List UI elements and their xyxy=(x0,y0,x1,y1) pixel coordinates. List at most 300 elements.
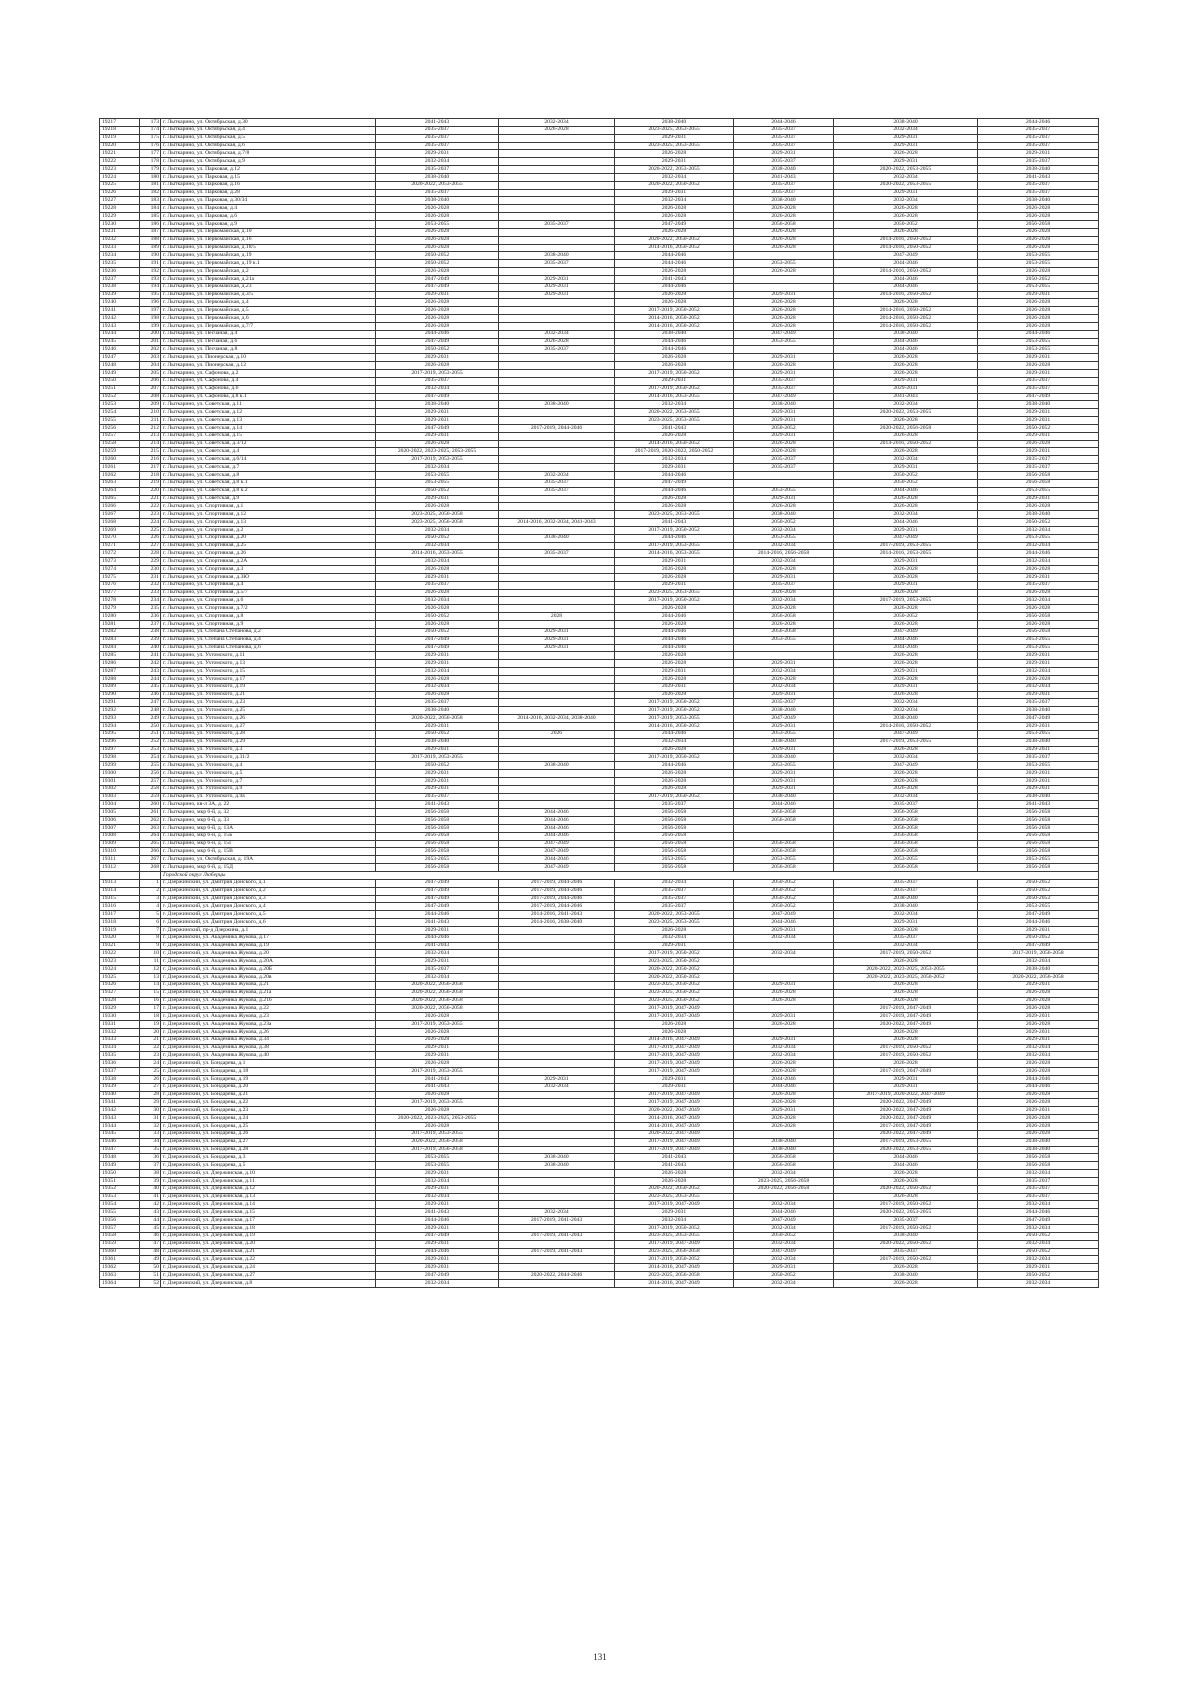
row-id: 19267 xyxy=(100,511,140,519)
row-number: 212 xyxy=(140,424,161,432)
schedule-col-6: 2053-2055 xyxy=(978,762,1099,770)
row-id: 19244 xyxy=(100,330,140,338)
schedule-col-4: 2029-2031 xyxy=(734,1013,834,1021)
row-number: 201 xyxy=(140,338,161,346)
table-row xyxy=(100,173,1099,181)
table-row xyxy=(100,213,1099,221)
schedule-col-2 xyxy=(499,934,615,942)
table-row xyxy=(100,299,1099,307)
schedule-col-5: 2029-2031 xyxy=(834,1075,978,1083)
schedule-col-1: 2017-2019, 2053-2055 xyxy=(376,1068,499,1076)
address: г. Лыткарино, ул. Ухтомского, д.5 xyxy=(161,770,376,778)
row-number: 227 xyxy=(140,542,161,550)
row-number: 32 xyxy=(140,1123,161,1131)
row-number: 196 xyxy=(140,299,161,307)
schedule-col-4: 2029-2031 xyxy=(734,432,834,440)
schedule-col-6: 2026-2028 xyxy=(978,989,1099,997)
row-number: 185 xyxy=(140,213,161,221)
schedule-col-3: 2023-2025, 2050-2052 xyxy=(615,997,734,1005)
schedule-col-5: 2026-2028 xyxy=(834,362,978,370)
schedule-col-2 xyxy=(499,150,615,158)
schedule-col-6: 2035-2037 xyxy=(978,456,1099,464)
schedule-col-5: 2026-2028 xyxy=(834,1170,978,1178)
schedule-col-2 xyxy=(499,675,615,683)
row-id: 19259 xyxy=(100,448,140,456)
schedule-col-4: 2014-2016, 2056-2058 xyxy=(734,550,834,558)
row-number: 261 xyxy=(140,809,161,817)
schedule-col-2 xyxy=(499,973,615,981)
schedule-col-3: 2032-2034 xyxy=(615,456,734,464)
section-header-empty-cell xyxy=(140,872,161,880)
schedule-col-4: 2026-2028 xyxy=(734,605,834,613)
schedule-col-3: 2017-2019, 2047-2049 xyxy=(615,1052,734,1060)
schedule-col-4: 2029-2031 xyxy=(734,926,834,934)
table-row xyxy=(100,1177,1099,1185)
row-number: 34 xyxy=(140,1138,161,1146)
table-row xyxy=(100,1044,1099,1052)
schedule-col-2 xyxy=(499,448,615,456)
schedule-col-2 xyxy=(499,197,615,205)
schedule-col-3: 2044-2046 xyxy=(615,613,734,621)
address: г. Дзержинский, ул. Дзержинская, д.20 xyxy=(161,1240,376,1248)
schedule-col-1: 2047-2049 xyxy=(376,644,499,652)
schedule-col-3: 2026-2028 xyxy=(615,675,734,683)
schedule-col-1: 2053-2055 xyxy=(376,479,499,487)
schedule-col-1: 2047-2049 xyxy=(376,283,499,291)
schedule-col-3: 2023-2025, 2056-2058 xyxy=(615,1248,734,1256)
schedule-col-2 xyxy=(499,1044,615,1052)
schedule-col-1: 2050-2052 xyxy=(376,346,499,354)
row-number: 239 xyxy=(140,636,161,644)
address: г. Дзержинский, ул. Дзержинская, д.13 xyxy=(161,1193,376,1201)
schedule-col-3: 2026-2028 xyxy=(615,770,734,778)
schedule-col-2: 2038-2040 xyxy=(499,762,615,770)
address: г. Дзержинский, пр-д Дзержина, д.1 xyxy=(161,926,376,934)
schedule-col-2 xyxy=(499,495,615,503)
schedule-col-5: 2026-2028 xyxy=(834,432,978,440)
schedule-col-4: 2047-2049 xyxy=(734,330,834,338)
address: г. Дзержинский, ул. Академика Жукова, д.19 xyxy=(161,942,376,950)
schedule-col-2: 2029-2031 xyxy=(499,275,615,283)
row-number: 19 xyxy=(140,1021,161,1029)
table-row xyxy=(100,275,1099,283)
schedule-col-6: 2029-2031 xyxy=(978,652,1099,660)
schedule-col-6: 2056-2058 xyxy=(978,864,1099,872)
table-row xyxy=(100,848,1099,856)
schedule-col-6: 2032-2034 xyxy=(978,1044,1099,1052)
schedule-col-6: 2056-2058 xyxy=(978,628,1099,636)
address: г. Лыткарино, ул. Парковая, д.30/34 xyxy=(161,197,376,205)
row-number: 263 xyxy=(140,824,161,832)
schedule-col-3: 2023-2025, 2053-2055 xyxy=(615,1193,734,1201)
table-row xyxy=(100,809,1099,817)
table-row xyxy=(100,762,1099,770)
schedule-col-4: 2035-2037 xyxy=(734,581,834,589)
table-row xyxy=(100,597,1099,605)
schedule-col-3: 2026-2028 xyxy=(615,926,734,934)
table-row xyxy=(100,511,1099,519)
address: г. Лыткарино, мкр 6-й, д. 32 xyxy=(161,809,376,817)
schedule-col-4: 2026-2028 xyxy=(734,503,834,511)
row-number: 246 xyxy=(140,691,161,699)
schedule-col-1: 2026-2028 xyxy=(376,205,499,213)
schedule-col-6: 2038-2040 xyxy=(978,401,1099,409)
schedule-col-2 xyxy=(499,1115,615,1123)
table-row xyxy=(100,613,1099,621)
schedule-col-6: 2056-2058 xyxy=(978,832,1099,840)
row-id: 19313 xyxy=(100,879,140,887)
row-number: 52 xyxy=(140,1279,161,1287)
schedule-col-2: 2038-2040 xyxy=(499,1162,615,1170)
table-row xyxy=(100,409,1099,417)
row-id: 19258 xyxy=(100,440,140,448)
row-number: 8 xyxy=(140,934,161,942)
row-id: 19305 xyxy=(100,809,140,817)
table-row xyxy=(100,268,1099,276)
table-row xyxy=(100,119,1099,127)
address: г. Лыткарино, ул. Ухтомского, д.15 xyxy=(161,668,376,676)
schedule-col-6: 2047-2049 xyxy=(978,715,1099,723)
schedule-col-6: 2050-2052 xyxy=(978,879,1099,887)
schedule-col-1: 2035-2037 xyxy=(376,126,499,134)
schedule-col-2: 2026-2028 xyxy=(499,338,615,346)
schedule-col-5: 2029-2031 xyxy=(834,142,978,150)
row-id: 19334 xyxy=(100,1044,140,1052)
schedule-col-4 xyxy=(734,973,834,981)
schedule-col-2 xyxy=(499,189,615,197)
address: г. Лыткарино, мкр 6-й, д. 15Д xyxy=(161,864,376,872)
schedule-col-1: 2017-2019, 2053-2055 xyxy=(376,1130,499,1138)
row-id: 19310 xyxy=(100,848,140,856)
row-id: 19219 xyxy=(100,134,140,142)
row-number: 179 xyxy=(140,166,161,174)
schedule-col-4: 2053-2055 xyxy=(734,534,834,542)
schedule-col-4: 2035-2037 xyxy=(734,126,834,134)
schedule-col-3: 2023-2025, 2053-2055 xyxy=(615,126,734,134)
schedule-col-4: 2035-2037 xyxy=(734,699,834,707)
row-id: 19303 xyxy=(100,793,140,801)
schedule-col-1: 2032-2034 xyxy=(376,1177,499,1185)
table-row xyxy=(100,1107,1099,1115)
schedule-col-1: 2020-2022, 2023-2025, 2053-2055 xyxy=(376,1115,499,1123)
schedule-col-4: 2050-2052 xyxy=(734,1232,834,1240)
schedule-col-4 xyxy=(734,1193,834,1201)
table-row xyxy=(100,950,1099,958)
row-number: 12 xyxy=(140,966,161,974)
row-number: 39 xyxy=(140,1177,161,1185)
schedule-col-1: 2026-2028 xyxy=(376,691,499,699)
schedule-col-5: 2020-2022, 2047-2049 xyxy=(834,1021,978,1029)
schedule-col-2 xyxy=(499,683,615,691)
schedule-col-1: 2044-2046 xyxy=(376,1217,499,1225)
schedule-col-5: 2017-2019, 2053-2055 xyxy=(834,597,978,605)
schedule-col-5: 2026-2028 xyxy=(834,1060,978,1068)
schedule-col-2 xyxy=(499,307,615,315)
address: г. Лыткарино, мкр 6-й, д. 15Б xyxy=(161,832,376,840)
schedule-col-6: 2026-2028 xyxy=(978,1021,1099,1029)
schedule-col-1: 2056-2058 xyxy=(376,848,499,856)
schedule-col-3: 2029-2031 xyxy=(615,1209,734,1217)
address: г. Дзержинский, ул. Академика Жукова, д.21а xyxy=(161,989,376,997)
address: г. Лыткарино, ул. Ухтомского, д.27 xyxy=(161,722,376,730)
table-row xyxy=(100,722,1099,730)
row-id: 19331 xyxy=(100,1021,140,1029)
schedule-col-4: 2038-2040 xyxy=(734,1138,834,1146)
schedule-col-1: 2029-2031 xyxy=(376,1256,499,1264)
schedule-col-4: 2050-2052 xyxy=(734,1272,834,1280)
address: г. Лыткарино, ул. Спортивная, д.8 xyxy=(161,613,376,621)
row-number: 188 xyxy=(140,236,161,244)
schedule-col-6: 2026-2028 xyxy=(978,244,1099,252)
table-row xyxy=(100,471,1099,479)
row-number: 180 xyxy=(140,173,161,181)
schedule-col-4: 2038-2040 xyxy=(734,738,834,746)
schedule-col-3: 2026-2028 xyxy=(615,205,734,213)
schedule-col-6: 2044-2046 xyxy=(978,1209,1099,1217)
address: г. Лыткарино, ул. Спортивная, д.26 xyxy=(161,550,376,558)
schedule-col-2 xyxy=(499,173,615,181)
row-id: 19354 xyxy=(100,1201,140,1209)
schedule-col-6: 2026-2028 xyxy=(978,503,1099,511)
schedule-col-1: 2032-2034 xyxy=(376,464,499,472)
row-number: 248 xyxy=(140,707,161,715)
schedule-col-2: 2029-2031 xyxy=(499,628,615,636)
schedule-col-4: 2056-2058 xyxy=(734,848,834,856)
table-row xyxy=(100,636,1099,644)
schedule-col-3: 2020-2022, 2053-2055 xyxy=(615,911,734,919)
schedule-col-1: 2056-2058 xyxy=(376,809,499,817)
table-row xyxy=(100,730,1099,738)
address: г. Лыткарино, ул. Первомайская, д.18/5 xyxy=(161,244,376,252)
schedule-col-6: 2026-2028 xyxy=(978,1060,1099,1068)
address: г. Лыткарино, ул. Октябрьская, д.5 xyxy=(161,134,376,142)
schedule-col-2: 2032-2034 xyxy=(499,330,615,338)
address: г. Дзержинский, ул. Дмитрия Донского, д.4 xyxy=(161,903,376,911)
schedule-col-4: 2044-2046 xyxy=(734,119,834,127)
schedule-col-6: 2035-2037 xyxy=(978,699,1099,707)
schedule-col-3: 2017-2019, 2050-2052 xyxy=(615,699,734,707)
address: г. Лыткарино, ул. Ухтомского, д.28 xyxy=(161,730,376,738)
row-id: 19322 xyxy=(100,950,140,958)
schedule-col-6: 2056-2058 xyxy=(978,1154,1099,1162)
schedule-col-5: 2026-2028 xyxy=(834,573,978,581)
schedule-col-2 xyxy=(499,1138,615,1146)
schedule-col-5: 2017-2019, 2053-2055 xyxy=(834,1138,978,1146)
address: г. Лыткарино, ул. Спортивная, д.7/2 xyxy=(161,605,376,613)
schedule-col-6: 2032-2034 xyxy=(978,526,1099,534)
table-row xyxy=(100,1154,1099,1162)
schedule-col-6: 2035-2037 xyxy=(978,1185,1099,1193)
address: г. Лыткарино, ул. Парковая, д.6 xyxy=(161,213,376,221)
table-row xyxy=(100,966,1099,974)
row-id: 19242 xyxy=(100,315,140,323)
schedule-col-1: 2053-2055 xyxy=(376,471,499,479)
row-id: 19302 xyxy=(100,785,140,793)
schedule-col-6: 2032-2034 xyxy=(978,683,1099,691)
address: г. Лыткарино, ул. Ухтомского, д.21 xyxy=(161,691,376,699)
table-row xyxy=(100,260,1099,268)
row-number: 208 xyxy=(140,393,161,401)
table-row xyxy=(100,283,1099,291)
schedule-col-5: 2014-2016, 2050-2052 xyxy=(834,440,978,448)
row-number: 190 xyxy=(140,252,161,260)
row-id: 19349 xyxy=(100,1162,140,1170)
schedule-col-2 xyxy=(499,134,615,142)
schedule-col-5: 2047-2049 xyxy=(834,730,978,738)
schedule-col-1: 2032-2034 xyxy=(376,542,499,550)
schedule-col-1: 2026-2028 xyxy=(376,621,499,629)
schedule-col-4: 2029-2031 xyxy=(734,409,834,417)
schedule-col-6: 2026-2028 xyxy=(978,213,1099,221)
address: г. Лыткарино, ул. Октябрьская, д.4 xyxy=(161,126,376,134)
schedule-col-2 xyxy=(499,542,615,550)
address: г. Лыткарино, ул. Спортивная, д.20 xyxy=(161,534,376,542)
schedule-col-6: 2035-2037 xyxy=(978,134,1099,142)
row-id: 19351 xyxy=(100,1177,140,1185)
row-id: 19353 xyxy=(100,1193,140,1201)
schedule-col-1: 2050-2052 xyxy=(376,613,499,621)
schedule-col-1: 2026-2028 xyxy=(376,322,499,330)
row-id: 19328 xyxy=(100,997,140,1005)
schedule-col-4: 2029-2031 xyxy=(734,1264,834,1272)
schedule-col-6: 2044-2046 xyxy=(978,119,1099,127)
address: г. Дзержинский, ул. Дмитрия Донского, д.1 xyxy=(161,879,376,887)
address: г. Лыткарино, ул. Ухтомского, д.31/2 xyxy=(161,754,376,762)
schedule-col-6: 2026-2028 xyxy=(978,1130,1099,1138)
row-id: 19308 xyxy=(100,832,140,840)
row-number: 210 xyxy=(140,409,161,417)
table-row xyxy=(100,487,1099,495)
schedule-col-4: 2035-2037 xyxy=(734,189,834,197)
row-number: 253 xyxy=(140,746,161,754)
table-row xyxy=(100,942,1099,950)
schedule-col-2: 2028 xyxy=(499,613,615,621)
row-number: 48 xyxy=(140,1248,161,1256)
schedule-col-6: 2056-2058 xyxy=(978,817,1099,825)
schedule-col-2: 2017-2019, 2044-2046 xyxy=(499,424,615,432)
schedule-col-4: 2038-2040 xyxy=(734,401,834,409)
schedule-col-6: 2029-2031 xyxy=(978,150,1099,158)
address: г. Лыткарино, ул. Советская, д.4 xyxy=(161,448,376,456)
address: г. Дзержинский, ул. Дзержинская, д.11 xyxy=(161,1177,376,1185)
schedule-col-3: 2044-2046 xyxy=(615,762,734,770)
schedule-col-4: 2032-2034 xyxy=(734,597,834,605)
schedule-col-1: 2032-2034 xyxy=(376,558,499,566)
schedule-sheet xyxy=(99,118,1098,1288)
row-id: 19233 xyxy=(100,244,140,252)
schedule-col-1: 2026-2028 xyxy=(376,440,499,448)
row-number: 197 xyxy=(140,307,161,315)
row-number: 173 xyxy=(140,119,161,127)
schedule-col-1: 2029-2031 xyxy=(376,150,499,158)
schedule-col-2 xyxy=(499,738,615,746)
row-id: 19352 xyxy=(100,1185,140,1193)
address: г. Лыткарино, ул. Парковая, д.15 xyxy=(161,173,376,181)
schedule-col-4 xyxy=(734,966,834,974)
row-number: 230 xyxy=(140,566,161,574)
address: г. Лыткарино, ул. Сафонова, д.8 к.1 xyxy=(161,393,376,401)
schedule-col-2 xyxy=(499,581,615,589)
schedule-col-4: 2020-2022, 2056-2058 xyxy=(734,1185,834,1193)
schedule-col-4: 2026-2028 xyxy=(734,1123,834,1131)
schedule-col-5: 2029-2031 xyxy=(834,464,978,472)
schedule-col-1: 2029-2031 xyxy=(376,958,499,966)
row-id: 19266 xyxy=(100,503,140,511)
table-row xyxy=(100,801,1099,809)
schedule-col-6: 2026-2028 xyxy=(978,1091,1099,1099)
schedule-col-2 xyxy=(499,354,615,362)
row-number: 31 xyxy=(140,1115,161,1123)
schedule-col-3: 2026-2028 xyxy=(615,1177,734,1185)
address: г. Лыткарино, ул. Степана Степанова, д.6 xyxy=(161,644,376,652)
schedule-col-5: 2035-2037 xyxy=(834,801,978,809)
schedule-col-6: 2050-2052 xyxy=(978,895,1099,903)
table-row xyxy=(100,456,1099,464)
schedule-col-2 xyxy=(499,605,615,613)
table-row xyxy=(100,393,1099,401)
row-number: 207 xyxy=(140,385,161,393)
schedule-col-5: 2032-2034 xyxy=(834,911,978,919)
schedule-col-2 xyxy=(499,1193,615,1201)
row-number: 206 xyxy=(140,377,161,385)
schedule-col-5: 2029-2031 xyxy=(834,919,978,927)
schedule-col-5: 2047-2049 xyxy=(834,534,978,542)
schedule-col-2 xyxy=(499,432,615,440)
schedule-col-6: 2038-2040 xyxy=(978,707,1099,715)
schedule-col-6: 2029-2031 xyxy=(978,981,1099,989)
row-number: 268 xyxy=(140,864,161,872)
schedule-col-6: 2026-2028 xyxy=(978,205,1099,213)
table-row xyxy=(100,926,1099,934)
row-id: 19277 xyxy=(100,589,140,597)
schedule-col-5: 2026-2028 xyxy=(834,150,978,158)
row-id: 19363 xyxy=(100,1272,140,1280)
schedule-col-4: 2026-2028 xyxy=(734,307,834,315)
schedule-col-3: 2026-2028 xyxy=(615,1021,734,1029)
table-row xyxy=(100,973,1099,981)
schedule-col-3: 2020-2022, 2050-2052 xyxy=(615,973,734,981)
schedule-col-1: 2026-2028 xyxy=(376,503,499,511)
schedule-col-4: 2026-2028 xyxy=(734,440,834,448)
schedule-col-3: 2056-2058 xyxy=(615,809,734,817)
row-id: 19294 xyxy=(100,722,140,730)
table-row xyxy=(100,895,1099,903)
schedule-col-5: 2026-2028 xyxy=(834,746,978,754)
schedule-col-4: 2026-2028 xyxy=(734,1091,834,1099)
table-row xyxy=(100,550,1099,558)
row-id: 19217 xyxy=(100,119,140,127)
row-number: 192 xyxy=(140,268,161,276)
schedule-col-1: 2026-2028 xyxy=(376,1091,499,1099)
schedule-col-6: 2026-2028 xyxy=(978,1115,1099,1123)
schedule-col-1: 2026-2028 xyxy=(376,213,499,221)
row-id: 19286 xyxy=(100,660,140,668)
schedule-col-5: 2020-2022, 2047-2049 xyxy=(834,1099,978,1107)
schedule-col-2 xyxy=(499,1185,615,1193)
schedule-col-3: 2026-2028 xyxy=(615,268,734,276)
schedule-col-6: 2035-2037 xyxy=(978,377,1099,385)
address: г. Лыткарино, ул. Советская, д.9 xyxy=(161,495,376,503)
schedule-col-4: 2056-2058 xyxy=(734,840,834,848)
schedule-col-4: 2026-2028 xyxy=(734,228,834,236)
address: г. Лыткарино, ул. Ухтомского, д.29 xyxy=(161,738,376,746)
row-id: 19301 xyxy=(100,777,140,785)
schedule-col-3: 2035-2037 xyxy=(615,801,734,809)
schedule-col-3: 2029-2031 xyxy=(615,134,734,142)
schedule-col-4: 2056-2058 xyxy=(734,220,834,228)
schedule-col-5: 2014-2016, 2050-2052 xyxy=(834,268,978,276)
schedule-col-4: 2026-2028 xyxy=(734,268,834,276)
